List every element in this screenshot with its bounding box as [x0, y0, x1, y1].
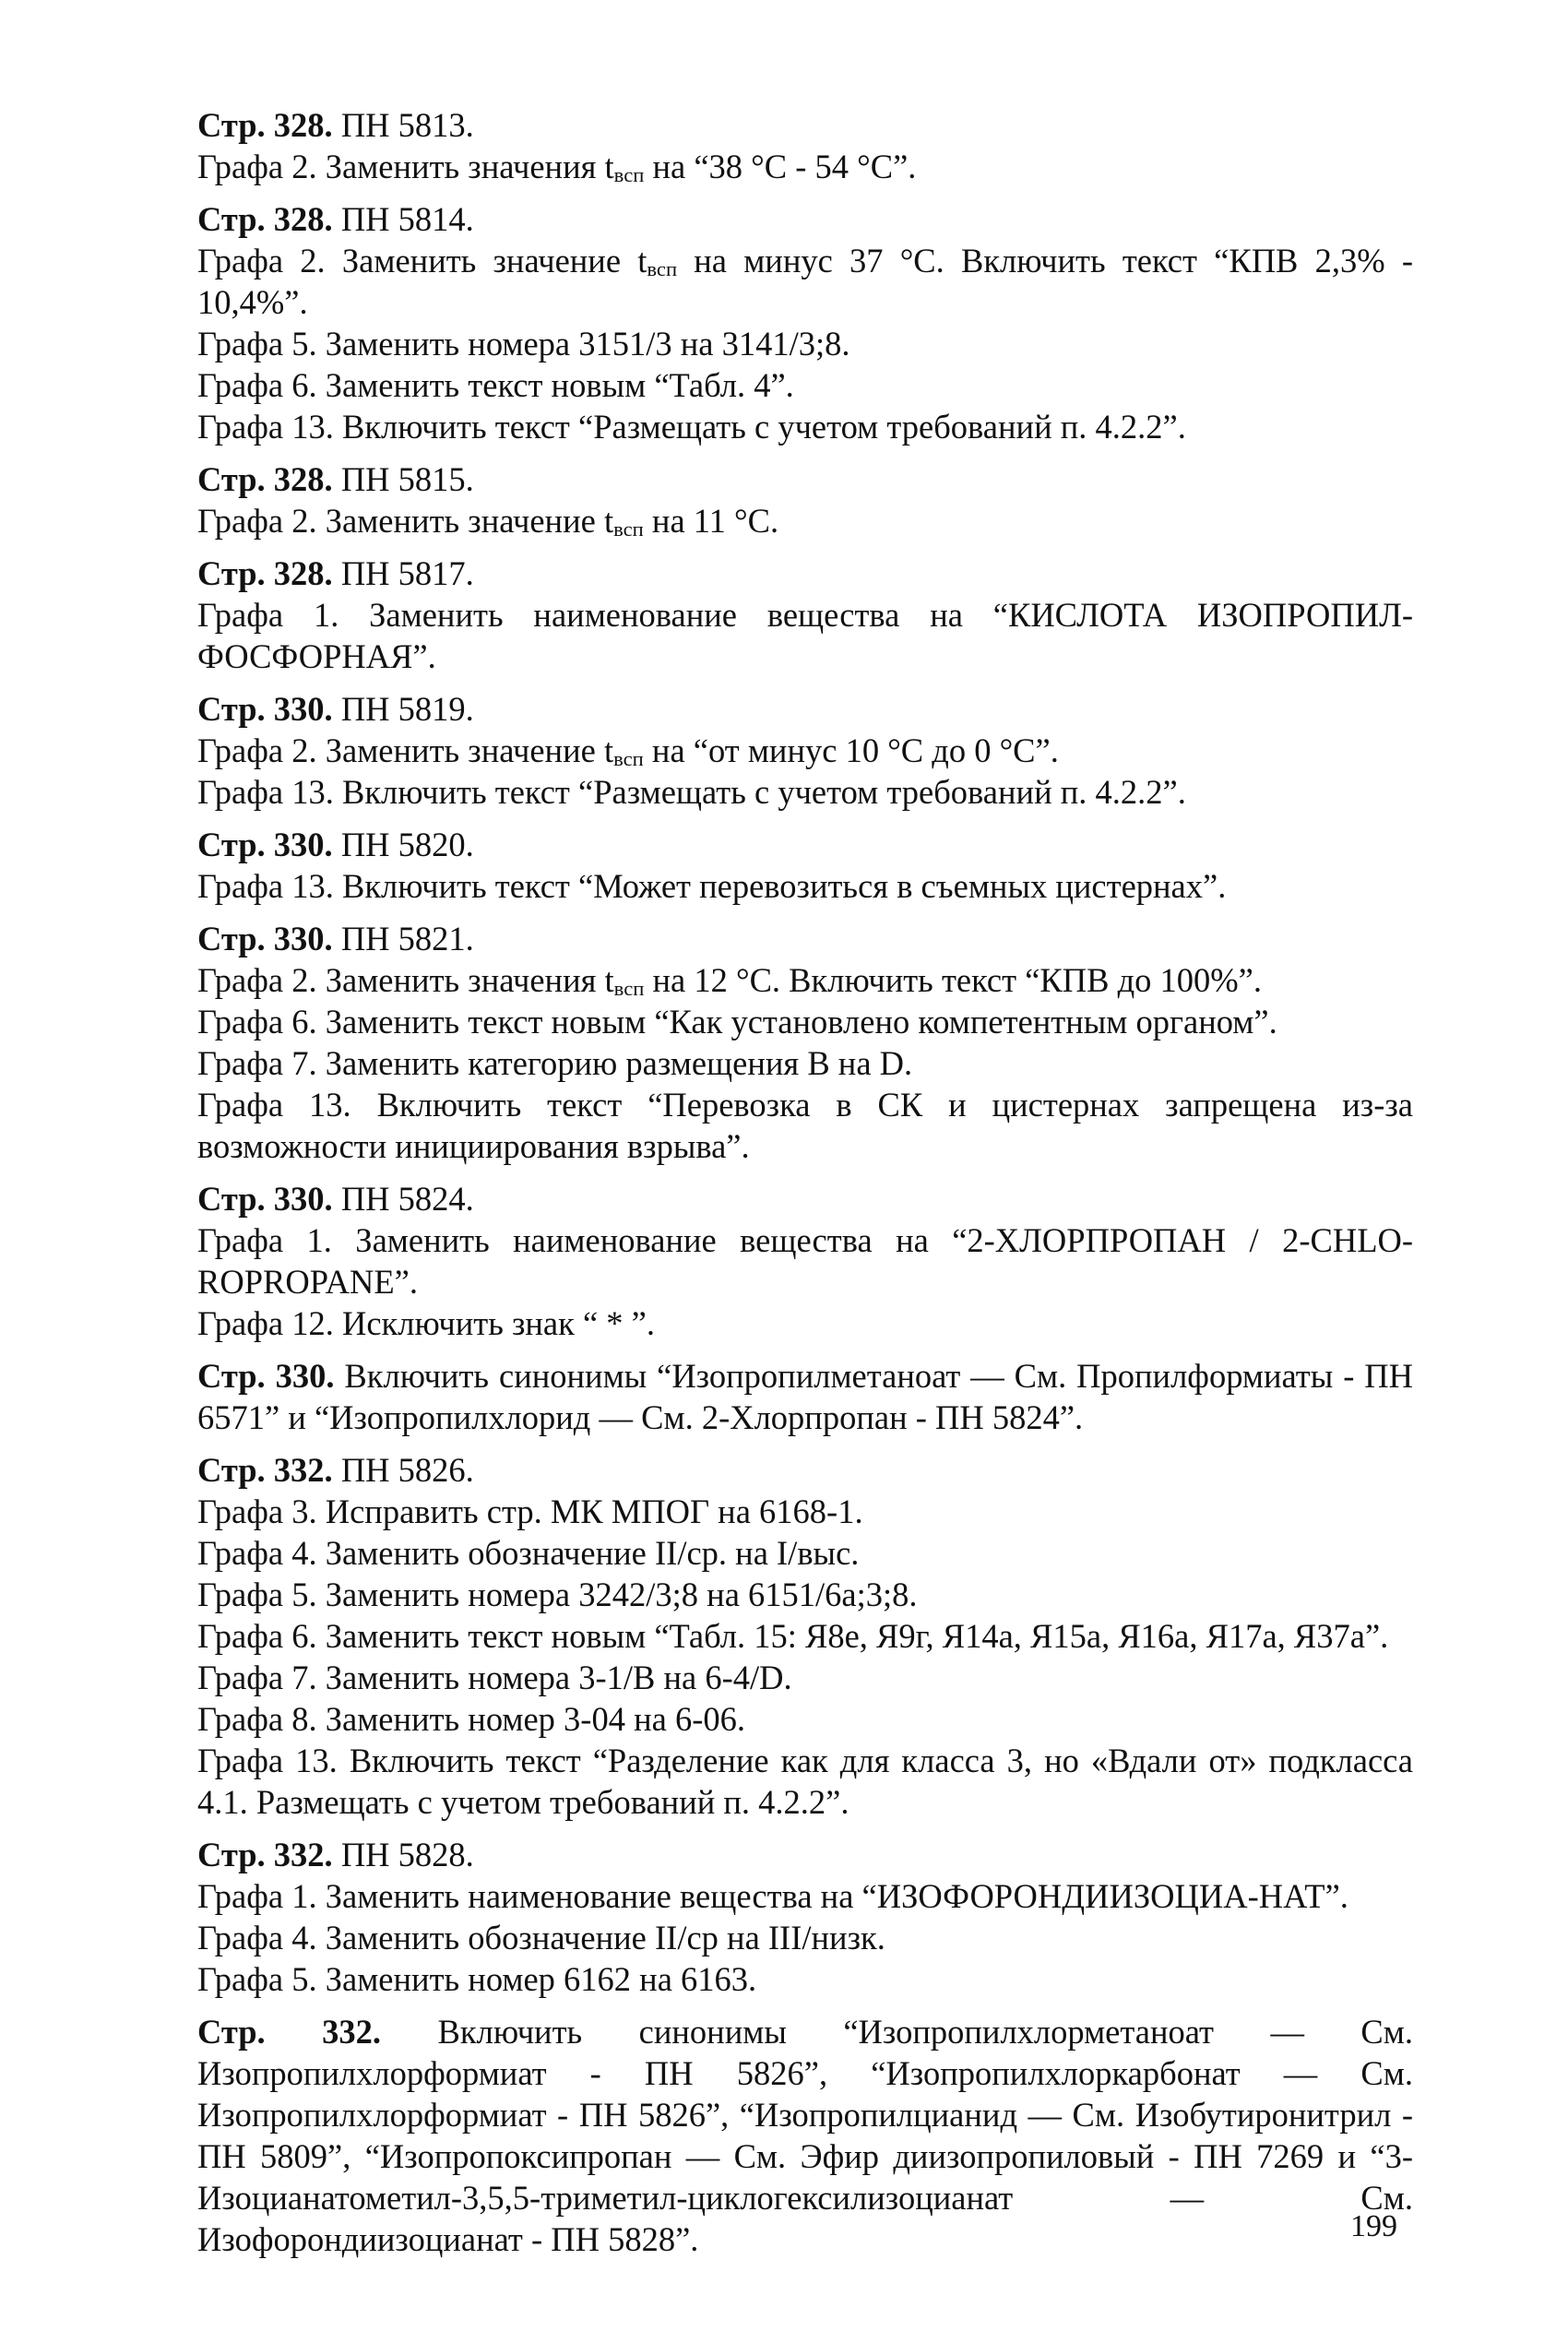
page-reference: Стр. 330. — [197, 826, 333, 863]
entry-heading-text: ПН 5817. — [332, 554, 474, 592]
instruction-text: Графа 1. Заменить наименование вещества на “2-ХЛОРПРОПАН / 2-CHLO-ROPROPANE”. — [197, 1221, 1413, 1301]
column-instruction — [197, 1491, 1413, 1532]
column-instruction — [197, 1532, 1413, 1574]
column-instruction — [197, 323, 1413, 364]
column-instruction — [197, 1302, 1413, 1344]
entry-heading-text: Включить синонимы “Изопропилхлорметаноат — См. Изопропилхлорформиат - ПН 5826”, “Изопропилхлоркарбонат — См. Изопропилхлорформиат - ПН 5826”, “Изопропилцианид — См. Изобутиронитрил - ПН 5809”, “Изопропоксипропан — См. Эфир диизопропиловый - ПН 7269 и “3-Изоцианатометил-3,5,5-триметил-циклогексилизоцианат — См. Изофорондиизоцианат - ПН 5828”. — [197, 2013, 1413, 2258]
instruction-text: Графа 1. Заменить наименование вещества на “КИСЛОТА ИЗОПРОПИЛ-ФОСФОРНАЯ”. — [197, 596, 1413, 675]
column-instruction — [197, 1698, 1413, 1740]
instruction-text: Графа 2. Заменить значение t — [197, 731, 614, 769]
page-reference: Стр. 330. — [197, 1180, 333, 1218]
column-instruction — [197, 959, 1413, 1001]
instruction-text: Графа 5. Заменить номера 3151/3 на 3141/3;8. — [197, 325, 850, 363]
entry-heading — [197, 2011, 1413, 2260]
flash-point-subscript: всп — [613, 747, 644, 770]
column-instruction — [197, 1657, 1413, 1698]
instruction-text: Графа 1. Заменить наименование вещества на “ИЗОФОРОНДИИЗОЦИА-НАТ”. — [197, 1877, 1348, 1915]
change-entry — [197, 918, 1413, 1167]
column-instruction — [197, 406, 1413, 447]
instruction-text: Графа 2. Заменить значения t — [197, 148, 614, 185]
column-instruction — [197, 146, 1413, 187]
column-instruction — [197, 1574, 1413, 1615]
instruction-text-continued: на 12 °С. Включить текст “КПВ до 100%”. — [644, 961, 1263, 999]
instruction-text: Графа 5. Заменить номера 3242/3;8 на 6151/6а;3;8. — [197, 1576, 918, 1613]
column-instruction — [197, 771, 1413, 813]
instruction-text: Графа 3. Исправить стр. МК МПОГ на 6168-1. — [197, 1493, 863, 1530]
entry-heading-text: ПН 5821. — [332, 920, 474, 957]
column-instruction — [197, 1615, 1413, 1657]
change-entry — [197, 553, 1413, 677]
column-instruction — [197, 865, 1413, 907]
instruction-text: Графа 5. Заменить номер 6162 на 6163. — [197, 1960, 757, 1998]
change-entry — [197, 1178, 1413, 1344]
instruction-text: Графа 13. Включить текст “Размещать с учетом требований п. 4.2.2”. — [197, 773, 1186, 811]
instruction-text: Графа 7. Заменить номера 3-1/В на 6-4/D. — [197, 1659, 792, 1696]
entry-heading-text: Включить синонимы “Изопропилметаноат — См. Пропилформиаты - ПН 6571” и “Изопропилхлорид — См. 2-Хлорпропан - ПН 5824”. — [197, 1357, 1413, 1436]
entry-heading — [197, 458, 1413, 500]
column-instruction — [197, 1958, 1413, 2000]
entry-heading — [197, 1834, 1413, 1875]
entry-heading-text: ПН 5819. — [332, 690, 474, 728]
column-instruction — [197, 1219, 1413, 1302]
change-entry — [197, 1355, 1413, 1438]
column-instruction — [197, 730, 1413, 771]
entry-heading-text: ПН 5828. — [332, 1836, 474, 1873]
column-instruction — [197, 500, 1413, 541]
instruction-text: Графа 13. Включить текст “Может перевозиться в съемных цистернах”. — [197, 867, 1227, 905]
instruction-text: Графа 13. Включить текст “Размещать с учетом требований п. 4.2.2”. — [197, 408, 1186, 446]
page-reference: Стр. 330. — [197, 1357, 335, 1395]
page-reference: Стр. 328. — [197, 554, 333, 592]
instruction-text: Графа 8. Заменить номер 3-04 на 6-06. — [197, 1700, 745, 1738]
instruction-text: Графа 7. Заменить категорию размещения B на D. — [197, 1044, 913, 1082]
column-instruction — [197, 1875, 1413, 1917]
column-instruction — [197, 1740, 1413, 1823]
instruction-text: Графа 2. Заменить значение t — [197, 242, 647, 279]
entry-heading — [197, 688, 1413, 730]
change-entry — [197, 1834, 1413, 2000]
entry-heading-text: ПН 5814. — [332, 200, 474, 238]
column-instruction — [197, 594, 1413, 677]
entry-heading — [197, 1355, 1413, 1438]
column-instruction — [197, 1084, 1413, 1167]
instruction-text-continued: на 11 °С. — [643, 502, 779, 540]
change-entry — [197, 104, 1413, 187]
entry-heading-text: ПН 5813. — [332, 106, 474, 144]
entry-heading-text: ПН 5815. — [332, 460, 474, 498]
entry-heading — [197, 824, 1413, 865]
instruction-text: Графа 2. Заменить значения t — [197, 961, 614, 999]
flash-point-subscript: всп — [613, 517, 644, 541]
document-body — [197, 104, 1413, 2271]
instruction-text: Графа 13. Включить текст “Разделение как для класса 3, но «Вдали от» подкласса 4.1. Размещать с учетом требований п. 4.2.2”. — [197, 1742, 1413, 1821]
change-entry — [197, 1449, 1413, 1823]
page-reference: Стр. 332. — [197, 1451, 333, 1489]
entry-heading-text: ПН 5826. — [332, 1451, 474, 1489]
instruction-text-continued: на “38 °С - 54 °С”. — [644, 148, 917, 185]
change-entry — [197, 824, 1413, 907]
instruction-text: Графа 4. Заменить обозначение II/ср на III/низк. — [197, 1919, 885, 1956]
instruction-text: Графа 6. Заменить текст новым “Табл. 4”. — [197, 366, 794, 404]
change-entry — [197, 688, 1413, 813]
column-instruction — [197, 1042, 1413, 1084]
entry-heading-text: ПН 5824. — [332, 1180, 474, 1218]
entry-heading — [197, 198, 1413, 240]
page-reference: Стр. 330. — [197, 690, 333, 728]
entry-heading — [197, 1449, 1413, 1491]
instruction-text: Графа 2. Заменить значение t — [197, 502, 614, 540]
entry-heading — [197, 918, 1413, 959]
page-reference: Стр. 332. — [197, 1836, 333, 1873]
instruction-text: Графа 13. Включить текст “Перевозка в СК и цистернах запрещена из-за возможности инициирования взрыва”. — [197, 1086, 1413, 1165]
page-reference: Стр. 332. — [197, 2013, 382, 2051]
flash-point-subscript: всп — [613, 163, 645, 186]
page-reference: Стр. 328. — [197, 460, 333, 498]
entry-heading — [197, 553, 1413, 594]
column-instruction — [197, 1001, 1413, 1042]
column-instruction — [197, 240, 1413, 323]
instruction-text-continued: на минус 37 °С. Включить текст “КПВ 2,3% - 10,4%”. — [197, 242, 1413, 321]
column-instruction — [197, 364, 1413, 406]
column-instruction — [197, 1917, 1413, 1958]
entry-heading — [197, 104, 1413, 146]
entry-heading — [197, 1178, 1413, 1219]
instruction-text: Графа 6. Заменить текст новым “Табл. 15: Я8е, Я9г, Я14а, Я15а, Я16а, Я17а, Я37а”. — [197, 1617, 1389, 1655]
change-entry — [197, 2011, 1413, 2260]
instruction-text: Графа 6. Заменить текст новым “Как установлено компетентным органом”. — [197, 1003, 1277, 1041]
instruction-text-continued: на “от минус 10 °С до 0 °С”. — [643, 731, 1059, 769]
flash-point-subscript: всп — [647, 257, 678, 280]
change-entry — [197, 198, 1413, 447]
page-reference: Стр. 328. — [197, 106, 333, 144]
instruction-text: Графа 4. Заменить обозначение II/ср. на I/выс. — [197, 1534, 860, 1572]
instruction-text: Графа 12. Исключить знак “ * ”. — [197, 1304, 656, 1342]
flash-point-subscript: всп — [613, 977, 645, 1000]
page-reference: Стр. 330. — [197, 920, 333, 957]
page-reference: Стр. 328. — [197, 200, 333, 238]
change-entry — [197, 458, 1413, 541]
entry-heading-text: ПН 5820. — [332, 826, 474, 863]
page-number: 199 — [1350, 2209, 1397, 2243]
